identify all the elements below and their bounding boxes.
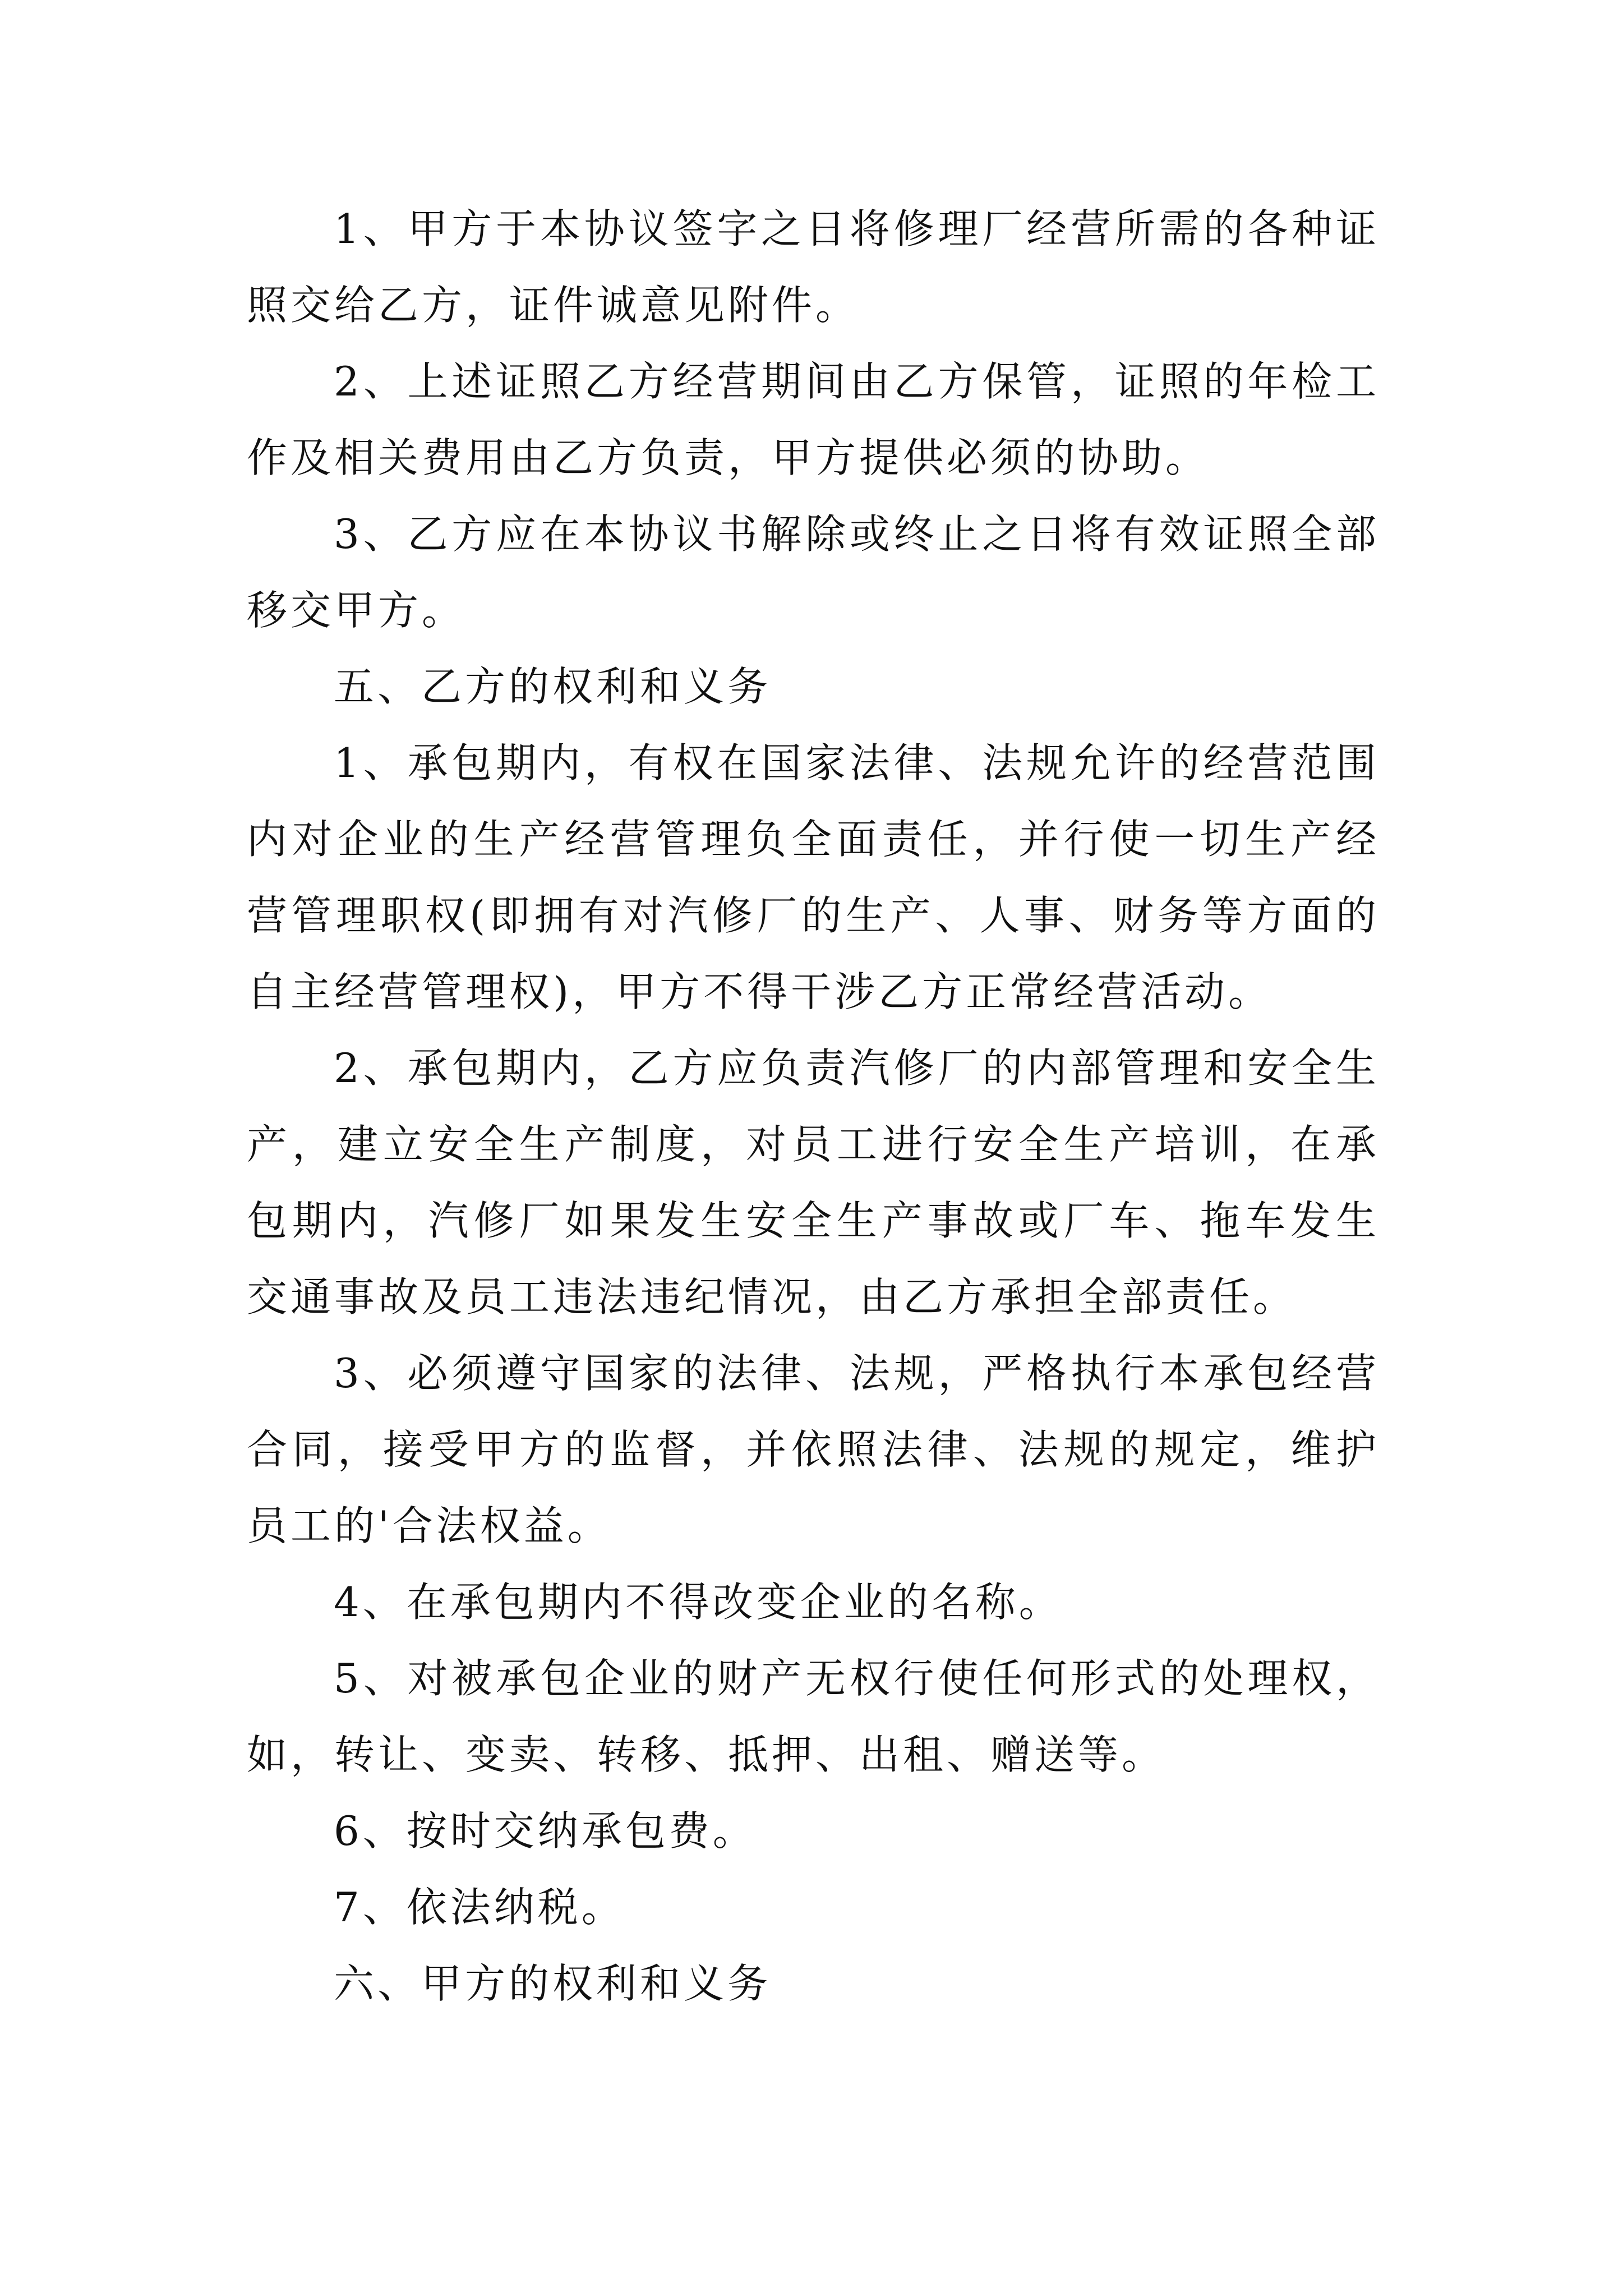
section-heading-party-b-rights: 五、乙方的权利和义务 <box>334 663 772 710</box>
paragraph-property-disposal: 5、对被承包企业的财产无权行使任何形式的处理权，如，转让、变卖、转移、抵押、出租、赠送等。 <box>247 1655 1380 1778</box>
paragraph-legal-compliance: 3、必须遵守国家的法律、法规，严格执行本承包经营合同，接受甲方的监督，并依照法律、法规的规定，维护员工的'合法权益。 <box>247 1350 1380 1549</box>
paragraph-contract-fee: 6、按时交纳承包费。 <box>334 1807 757 1855</box>
paragraph-license-custody: 2、上述证照乙方经营期间由乙方保管，证照的年检工作及相关费用由乙方负责，甲方提供必须的协助。 <box>247 358 1380 481</box>
paragraph-license-handover: 1、甲方于本协议签字之日将修理厂经营所需的各种证照交给乙方，证件诚意见附件。 <box>247 205 1380 329</box>
paragraph-license-return: 3、乙方应在本协议书解除或终止之日将有效证照全部移交甲方。 <box>247 510 1380 634</box>
paragraph-tax: 7、依法纳税。 <box>334 1884 625 1931</box>
section-heading-party-a-rights: 六、甲方的权利和义务 <box>334 1960 772 2007</box>
paragraph-safety-responsibility: 2、承包期内，乙方应负责汽修厂的内部管理和安全生产，建立安全生产制度，对员工进行安全生产培训，在承包期内，汽修厂如果发生安全生产事故或厂车、拖车发生交通事故及员工违法违纪情况，由乙方承担全部责任。 <box>247 1045 1380 1320</box>
document-body <box>247 191 1380 2022</box>
paragraph-management-authority: 1、承包期内，有权在国家法律、法规允许的经营范围内对企业的生产经营管理负全面责任，并行使一切生产经营管理职权(即拥有对汽修厂的生产、人事、财务等方面的自主经营管理权)，甲方不得干涉乙方正常经营活动。 <box>247 739 1380 1015</box>
paragraph-company-name: 4、在承包期内不得改变企业的名称。 <box>334 1579 1063 1626</box>
